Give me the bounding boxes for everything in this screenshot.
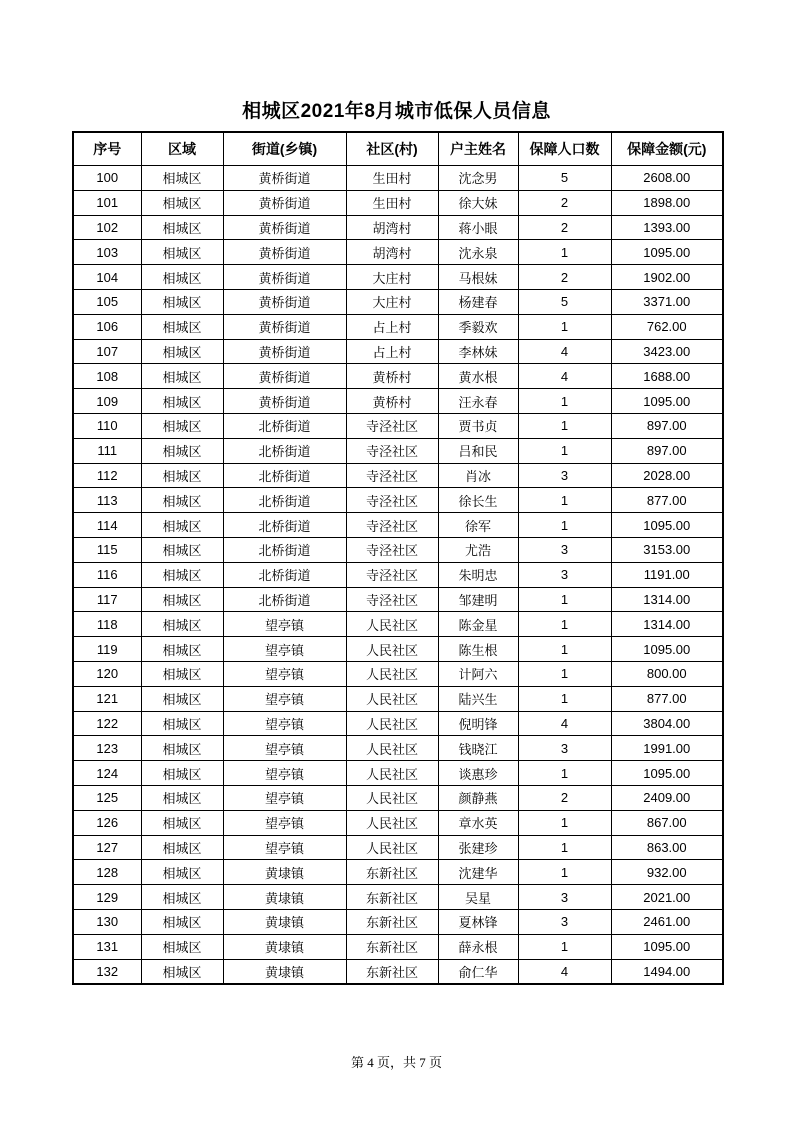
cell-amount: 1991.00 [611,736,723,761]
cell-district: 相城区 [141,166,223,191]
cell-community: 寺泾社区 [346,513,438,538]
cell-population: 1 [518,413,611,438]
cell-population: 2 [518,190,611,215]
cell-population: 4 [518,364,611,389]
cell-community: 占上村 [346,339,438,364]
cell-householder: 朱明忠 [438,562,518,587]
cell-serial: 100 [73,166,141,191]
cell-population: 4 [518,959,611,984]
cell-street: 黄埭镇 [223,909,346,934]
cell-serial: 111 [73,438,141,463]
cell-street: 黄埭镇 [223,959,346,984]
cell-community: 东新社区 [346,860,438,885]
cell-amount: 2608.00 [611,166,723,191]
cell-amount: 897.00 [611,413,723,438]
cell-street: 望亭镇 [223,761,346,786]
cell-population: 1 [518,761,611,786]
cell-serial: 112 [73,463,141,488]
table-row [73,537,723,562]
cell-serial: 119 [73,637,141,662]
cell-street: 黄桥街道 [223,215,346,240]
cell-serial: 106 [73,314,141,339]
cell-amount: 897.00 [611,438,723,463]
cell-serial: 116 [73,562,141,587]
column-header: 保障人口数 [518,132,611,166]
cell-street: 黄桥街道 [223,289,346,314]
table-row [73,612,723,637]
cell-householder: 陈生根 [438,637,518,662]
table-row [73,265,723,290]
cell-amount: 1314.00 [611,612,723,637]
cell-population: 4 [518,711,611,736]
table-row [73,785,723,810]
table-row [73,587,723,612]
table-row [73,661,723,686]
cell-street: 北桥街道 [223,587,346,612]
cell-population: 3 [518,909,611,934]
cell-householder: 章水英 [438,810,518,835]
cell-serial: 114 [73,513,141,538]
cell-population: 1 [518,488,611,513]
cell-population: 1 [518,810,611,835]
cell-community: 寺泾社区 [346,537,438,562]
cell-population: 3 [518,736,611,761]
cell-district: 相城区 [141,934,223,959]
table-row [73,909,723,934]
cell-district: 相城区 [141,637,223,662]
cell-serial: 117 [73,587,141,612]
cell-amount: 1898.00 [611,190,723,215]
cell-amount: 1688.00 [611,364,723,389]
cell-householder: 李林妹 [438,339,518,364]
cell-amount: 1191.00 [611,562,723,587]
cell-community: 黄桥村 [346,364,438,389]
cell-householder: 沈永泉 [438,240,518,265]
cell-community: 人民社区 [346,810,438,835]
cell-population: 1 [518,934,611,959]
cell-serial: 125 [73,785,141,810]
cell-street: 黄埭镇 [223,934,346,959]
cell-community: 人民社区 [346,736,438,761]
cell-householder: 钱晓江 [438,736,518,761]
cell-district: 相城区 [141,885,223,910]
table-row [73,240,723,265]
table-row [73,736,723,761]
cell-district: 相城区 [141,785,223,810]
cell-amount: 1095.00 [611,513,723,538]
cell-amount: 2021.00 [611,885,723,910]
cell-community: 寺泾社区 [346,587,438,612]
cell-serial: 107 [73,339,141,364]
cell-serial: 123 [73,736,141,761]
column-header: 街道(乡镇) [223,132,346,166]
cell-street: 北桥街道 [223,537,346,562]
cell-householder: 俞仁华 [438,959,518,984]
cell-serial: 115 [73,537,141,562]
cell-serial: 102 [73,215,141,240]
cell-street: 黄桥街道 [223,314,346,339]
cell-serial: 128 [73,860,141,885]
cell-householder: 杨建春 [438,289,518,314]
table-row [73,810,723,835]
cell-population: 3 [518,885,611,910]
cell-serial: 101 [73,190,141,215]
cell-street: 望亭镇 [223,785,346,810]
table-row [73,488,723,513]
cell-street: 黄桥街道 [223,364,346,389]
table-row [73,562,723,587]
cell-householder: 季毅欢 [438,314,518,339]
table-row [73,711,723,736]
cell-amount: 2409.00 [611,785,723,810]
cell-amount: 2028.00 [611,463,723,488]
cell-community: 人民社区 [346,835,438,860]
column-header: 户主姓名 [438,132,518,166]
cell-community: 东新社区 [346,959,438,984]
cell-district: 相城区 [141,513,223,538]
cell-amount: 3153.00 [611,537,723,562]
cell-serial: 120 [73,661,141,686]
cell-householder: 薛永根 [438,934,518,959]
cell-community: 人民社区 [346,661,438,686]
cell-amount: 3371.00 [611,289,723,314]
cell-district: 相城区 [141,488,223,513]
cell-district: 相城区 [141,389,223,414]
cell-community: 寺泾社区 [346,562,438,587]
cell-district: 相城区 [141,562,223,587]
cell-community: 人民社区 [346,637,438,662]
cell-population: 3 [518,463,611,488]
cell-serial: 110 [73,413,141,438]
cell-population: 5 [518,166,611,191]
cell-community: 东新社区 [346,909,438,934]
cell-district: 相城区 [141,835,223,860]
cell-street: 望亭镇 [223,835,346,860]
cell-street: 北桥街道 [223,562,346,587]
cell-amount: 1095.00 [611,389,723,414]
cell-serial: 127 [73,835,141,860]
cell-householder: 夏林锋 [438,909,518,934]
cell-street: 黄埭镇 [223,885,346,910]
cell-community: 人民社区 [346,761,438,786]
cell-serial: 129 [73,885,141,910]
cell-community: 寺泾社区 [346,438,438,463]
table-row [73,835,723,860]
cell-householder: 吴星 [438,885,518,910]
column-header: 社区(村) [346,132,438,166]
cell-community: 人民社区 [346,686,438,711]
cell-population: 2 [518,785,611,810]
cell-district: 相城区 [141,190,223,215]
cell-amount: 877.00 [611,488,723,513]
cell-population: 5 [518,289,611,314]
cell-street: 望亭镇 [223,736,346,761]
cell-district: 相城区 [141,909,223,934]
cell-district: 相城区 [141,661,223,686]
cell-householder: 计阿六 [438,661,518,686]
column-header: 区域 [141,132,223,166]
cell-street: 北桥街道 [223,488,346,513]
cell-street: 黄桥街道 [223,166,346,191]
table-row [73,513,723,538]
cell-district: 相城区 [141,240,223,265]
cell-district: 相城区 [141,463,223,488]
cell-community: 人民社区 [346,711,438,736]
cell-community: 生田村 [346,166,438,191]
cell-amount: 877.00 [611,686,723,711]
cell-district: 相城区 [141,612,223,637]
cell-street: 黄桥街道 [223,265,346,290]
cell-amount: 1095.00 [611,240,723,265]
table-row [73,934,723,959]
cell-population: 1 [518,438,611,463]
cell-community: 人民社区 [346,612,438,637]
cell-community: 大庄村 [346,265,438,290]
table-row [73,860,723,885]
cell-householder: 邹建明 [438,587,518,612]
cell-amount: 762.00 [611,314,723,339]
table-row [73,637,723,662]
cell-district: 相城区 [141,413,223,438]
table-row [73,885,723,910]
cell-population: 1 [518,686,611,711]
cell-amount: 800.00 [611,661,723,686]
cell-serial: 122 [73,711,141,736]
cell-householder: 倪明锋 [438,711,518,736]
cell-community: 大庄村 [346,289,438,314]
table-row [73,686,723,711]
cell-householder: 陈金星 [438,612,518,637]
cell-street: 望亭镇 [223,637,346,662]
cell-community: 东新社区 [346,934,438,959]
cell-amount: 932.00 [611,860,723,885]
cell-community: 生田村 [346,190,438,215]
cell-community: 胡湾村 [346,215,438,240]
cell-street: 北桥街道 [223,513,346,538]
cell-serial: 113 [73,488,141,513]
cell-district: 相城区 [141,215,223,240]
cell-population: 1 [518,612,611,637]
cell-district: 相城区 [141,686,223,711]
cell-householder: 蒋小眼 [438,215,518,240]
cell-street: 北桥街道 [223,463,346,488]
cell-householder: 马根妹 [438,265,518,290]
cell-serial: 105 [73,289,141,314]
table-row [73,314,723,339]
cell-amount: 1314.00 [611,587,723,612]
page-title: 相城区2021年8月城市低保人员信息 [242,101,551,122]
cell-community: 寺泾社区 [346,413,438,438]
cell-district: 相城区 [141,761,223,786]
cell-population: 1 [518,637,611,662]
cell-serial: 108 [73,364,141,389]
cell-householder: 黄水根 [438,364,518,389]
cell-street: 望亭镇 [223,612,346,637]
cell-serial: 118 [73,612,141,637]
cell-street: 黄桥街道 [223,190,346,215]
cell-population: 1 [518,587,611,612]
cell-serial: 103 [73,240,141,265]
cell-householder: 吕和民 [438,438,518,463]
cell-district: 相城区 [141,364,223,389]
table-row [73,166,723,191]
table-row [73,215,723,240]
cell-district: 相城区 [141,339,223,364]
cell-householder: 肖冰 [438,463,518,488]
cell-amount: 1095.00 [611,934,723,959]
cell-serial: 132 [73,959,141,984]
cell-amount: 1393.00 [611,215,723,240]
table-row [73,389,723,414]
cell-serial: 109 [73,389,141,414]
cell-district: 相城区 [141,289,223,314]
cell-street: 望亭镇 [223,686,346,711]
cell-community: 寺泾社区 [346,463,438,488]
cell-serial: 126 [73,810,141,835]
cell-householder: 颜静燕 [438,785,518,810]
table-row [73,190,723,215]
welfare-table [72,131,724,985]
cell-district: 相城区 [141,537,223,562]
cell-serial: 121 [73,686,141,711]
cell-population: 1 [518,314,611,339]
table-row [73,438,723,463]
cell-street: 黄桥街道 [223,339,346,364]
cell-householder: 徐长生 [438,488,518,513]
cell-population: 1 [518,389,611,414]
cell-householder: 沈念男 [438,166,518,191]
cell-householder: 谈惠珍 [438,761,518,786]
cell-population: 1 [518,860,611,885]
cell-street: 望亭镇 [223,661,346,686]
cell-householder: 沈建华 [438,860,518,885]
cell-serial: 124 [73,761,141,786]
cell-community: 人民社区 [346,785,438,810]
cell-street: 黄桥街道 [223,240,346,265]
table-body [73,166,723,985]
table-row [73,289,723,314]
table-header-row [73,132,723,166]
cell-community: 东新社区 [346,885,438,910]
cell-community: 胡湾村 [346,240,438,265]
cell-district: 相城区 [141,959,223,984]
cell-amount: 1902.00 [611,265,723,290]
cell-householder: 尤浩 [438,537,518,562]
cell-serial: 104 [73,265,141,290]
cell-street: 黄埭镇 [223,860,346,885]
cell-population: 3 [518,537,611,562]
cell-district: 相城区 [141,711,223,736]
cell-amount: 2461.00 [611,909,723,934]
cell-population: 1 [518,513,611,538]
table-row [73,364,723,389]
cell-district: 相城区 [141,860,223,885]
cell-district: 相城区 [141,587,223,612]
table-row [73,339,723,364]
table-row [73,413,723,438]
cell-street: 望亭镇 [223,711,346,736]
cell-street: 望亭镇 [223,810,346,835]
cell-district: 相城区 [141,265,223,290]
cell-district: 相城区 [141,438,223,463]
cell-community: 黄桥村 [346,389,438,414]
cell-amount: 1095.00 [611,761,723,786]
table-row [73,761,723,786]
cell-population: 1 [518,240,611,265]
cell-population: 1 [518,835,611,860]
cell-population: 2 [518,215,611,240]
cell-population: 2 [518,265,611,290]
cell-population: 1 [518,661,611,686]
cell-householder: 汪永春 [438,389,518,414]
cell-amount: 867.00 [611,810,723,835]
cell-amount: 3804.00 [611,711,723,736]
cell-serial: 131 [73,934,141,959]
cell-householder: 陆兴生 [438,686,518,711]
column-header: 序号 [73,132,141,166]
cell-street: 黄桥街道 [223,389,346,414]
cell-community: 寺泾社区 [346,488,438,513]
cell-householder: 贾书贞 [438,413,518,438]
cell-district: 相城区 [141,736,223,761]
cell-amount: 3423.00 [611,339,723,364]
cell-street: 北桥街道 [223,438,346,463]
cell-householder: 徐大妹 [438,190,518,215]
cell-district: 相城区 [141,314,223,339]
cell-amount: 863.00 [611,835,723,860]
cell-amount: 1494.00 [611,959,723,984]
table-row [73,463,723,488]
table-row [73,959,723,984]
cell-population: 3 [518,562,611,587]
cell-street: 北桥街道 [223,413,346,438]
cell-community: 占上村 [346,314,438,339]
cell-district: 相城区 [141,810,223,835]
cell-householder: 徐军 [438,513,518,538]
cell-serial: 130 [73,909,141,934]
column-header: 保障金额(元) [611,132,723,166]
cell-population: 4 [518,339,611,364]
page-number: 第 4 页，共 7 页 [350,1055,442,1070]
cell-amount: 1095.00 [611,637,723,662]
cell-householder: 张建珍 [438,835,518,860]
